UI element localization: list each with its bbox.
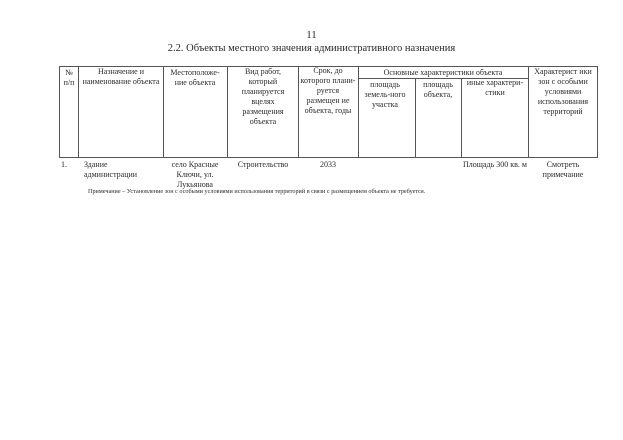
header-bottom-border: [59, 157, 598, 158]
header-land-area: площадь земель-ного участка: [364, 80, 406, 109]
col-divider: [597, 66, 598, 158]
header-deadline: Срок, до которого плани-руется размещен ие объекта, годы: [300, 66, 356, 115]
col-divider: [358, 66, 359, 158]
col-divider: [415, 78, 416, 158]
col-divider: [528, 66, 529, 158]
page-number: 11: [306, 29, 317, 41]
header-zones: Характерист ики зон с особыми условиями использования территорий: [534, 67, 592, 116]
header-main-characteristics: Основные характеристики объекта: [383, 68, 503, 77]
header-purpose: Назначение и наименование объекта: [82, 67, 160, 86]
header-other: иные характери-стики: [466, 78, 524, 97]
header-num: № п/п: [63, 68, 75, 87]
col-divider: [163, 66, 164, 158]
col-divider: [78, 66, 79, 158]
row-num: 1.: [61, 160, 67, 169]
row-deadline: 2033: [320, 160, 336, 169]
row-other: Площадь 300 кв. м: [463, 160, 527, 169]
header-object-area: площадь объекта,: [423, 80, 453, 99]
col-divider: [227, 66, 228, 158]
header-work-type: Вид работ, который планируется вцелях размещения объекта: [241, 67, 285, 126]
row-zones: Смотреть примечание: [542, 160, 584, 179]
col-divider: [461, 78, 462, 158]
row-work-type: Строительство: [237, 160, 289, 169]
col-divider: [59, 66, 60, 158]
header-location: Местоположе-ние объекта: [170, 68, 220, 87]
row-purpose: Здание администрации: [84, 160, 138, 179]
section-title: 2.2. Объекты местного значения административного назначения: [167, 43, 456, 54]
col-divider: [298, 66, 299, 158]
row-location: село Красные Ключи, ул. Лукьянова: [171, 160, 219, 189]
table-note: Примечание – Установление зон с особыми условиями использования территорий в связи с размещением объекта не требуется.: [88, 188, 426, 195]
